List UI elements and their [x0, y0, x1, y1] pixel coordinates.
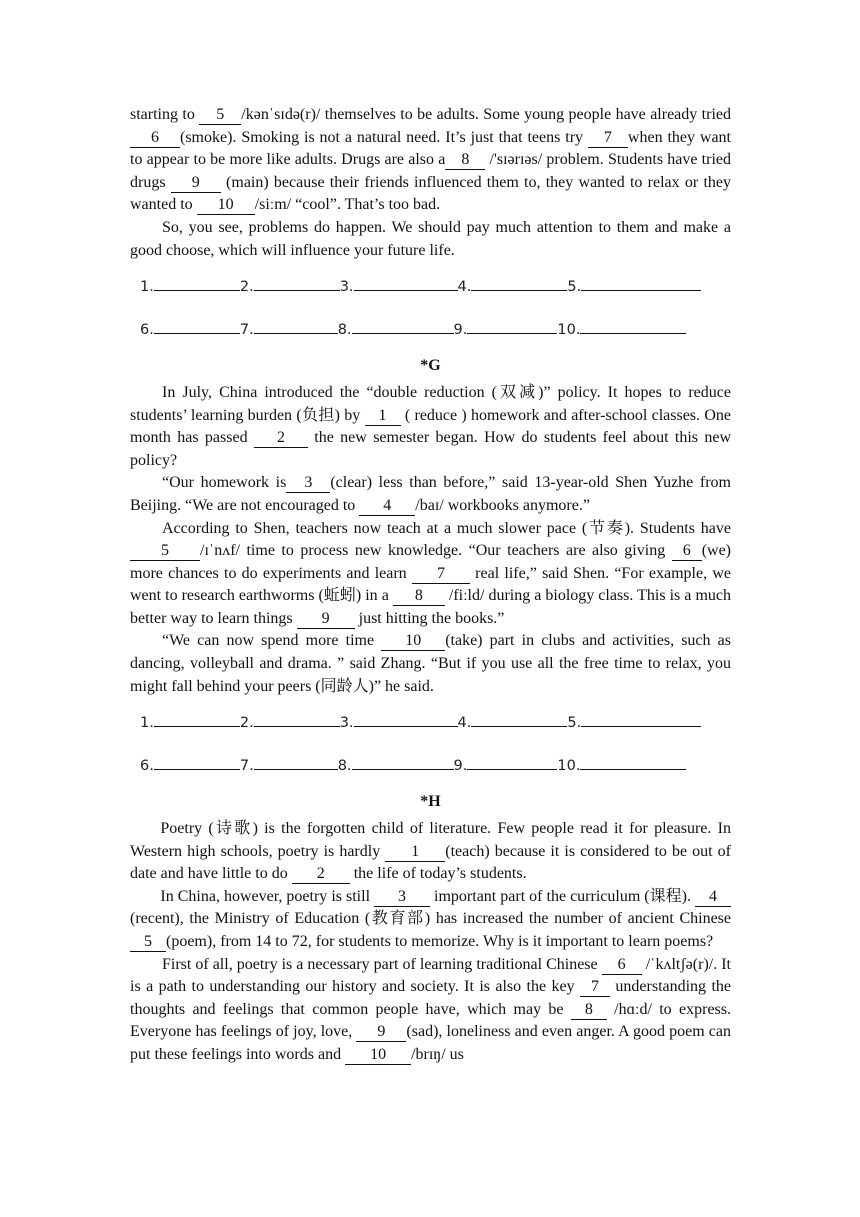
answer-label: 5. — [567, 279, 582, 296]
answer-line[interactable] — [581, 274, 701, 291]
answer-line[interactable] — [154, 710, 240, 727]
blank-g-10[interactable]: 10 — [381, 632, 445, 651]
blank-h-5[interactable]: 5 — [130, 933, 166, 952]
answer-line[interactable] — [254, 753, 338, 770]
answer-label: 1. — [140, 279, 154, 296]
blank-g-4[interactable]: 4 — [359, 497, 415, 516]
answer-line[interactable] — [467, 317, 557, 334]
answer-label: 2. — [239, 279, 254, 296]
answer-line[interactable] — [580, 317, 686, 334]
answer-row-1 — [140, 274, 731, 299]
blank-h-7[interactable]: 7 — [580, 978, 610, 997]
section-g-paragraph-2: “Our homework is 3 (clear) less than before,” said 13-year-old Shen Yuzhe from Beijing. “We are not encouraged to 4 /baɪ/ workbooks anymore.” — [130, 474, 731, 514]
answer-row-2 — [140, 317, 731, 342]
blank-h-2[interactable]: 2 — [292, 865, 350, 884]
answer-line[interactable] — [154, 317, 240, 334]
section-h-paragraph-2: In China, however, poetry is still 3 important part of the curriculum (课程). 4(recent), the Ministry of Education (教育部) has increased the number of ancient Chinese 5 (poem), from 14 to 72, for students to memorize. Why is it important to learn poems? — [130, 887, 731, 950]
section-h-title: *H — [420, 793, 441, 811]
section-g-title: *G — [420, 357, 441, 375]
answer-line[interactable] — [580, 753, 686, 770]
blank-f-7[interactable]: 7 — [588, 129, 628, 148]
blank-h-4[interactable]: 4 — [695, 888, 731, 907]
blank-h-6[interactable]: 6 — [602, 956, 642, 975]
section-g-paragraph-4: “We can now spend more time 10 (take) part in clubs and activities, such as dancing, volleyball and drama. ” said Zhang. “But if you use all the free time to relax, you might fall behind your peers (同龄人)” he said. — [130, 632, 731, 695]
blank-g-3[interactable]: 3 — [286, 474, 330, 493]
answer-line[interactable] — [352, 317, 454, 334]
answer-label: 3. — [339, 279, 354, 296]
answer-label: 7. — [239, 757, 254, 774]
blank-g-2[interactable]: 2 — [254, 429, 308, 448]
section-h-paragraph-3: First of all, poetry is a necessary part of learning traditional Chinese 6 /ˈkʌltʃə(r)/. It is a path to understanding our history and society. It is also the key 7 understanding the thoughts and feelings that common people have, which may be 8 /hɑːd/ to express. Everyone has feelings of joy, love, 9 (sad), loneliness and even anger. A good poem can put these feelings into words and 10 /brɪŋ/ us — [130, 955, 732, 1063]
answer-line[interactable] — [581, 710, 701, 727]
blank-h-8[interactable]: 8 — [571, 1001, 607, 1020]
blank-h-3[interactable]: 3 — [374, 888, 430, 907]
blank-g-1[interactable]: 1 — [365, 407, 401, 426]
answer-label: 4. — [457, 279, 472, 296]
answer-line[interactable] — [154, 753, 240, 770]
section-f-paragraph-2: So, you see, problems do happen. We should pay much attention to them and make a good choose, which will influence your future life. — [130, 218, 731, 259]
blank-g-6[interactable]: 6 — [672, 542, 702, 561]
answer-label: 5. — [567, 715, 582, 732]
answer-line[interactable] — [354, 274, 458, 291]
answer-line[interactable] — [154, 274, 240, 291]
answer-label: 10. — [557, 757, 581, 774]
section-h-paragraph-1: Poetry (诗歌) is the forgotten child of literature. Few people read it for pleasure. In Western high schools, poetry is hardly 1 (teach) because it is considered to be out of date and have little to do 2 the life of today’s students. — [130, 820, 731, 883]
blank-h-1[interactable]: 1 — [385, 843, 445, 862]
answer-line[interactable] — [471, 710, 567, 727]
answer-label: 4. — [457, 715, 472, 732]
blank-f-9[interactable]: 9 — [171, 174, 221, 193]
blank-g-8[interactable]: 8 — [393, 587, 445, 606]
answer-line[interactable] — [254, 274, 340, 291]
blank-f-6[interactable]: 6 — [130, 129, 180, 148]
blank-g-9[interactable]: 9 — [297, 610, 355, 629]
blank-g-7[interactable]: 7 — [412, 565, 470, 584]
answer-label: 9. — [453, 757, 468, 774]
blank-f-8[interactable]: 8 — [445, 151, 485, 170]
answer-label: 9. — [453, 321, 468, 338]
blank-h-9[interactable]: 9 — [356, 1023, 406, 1042]
answer-line[interactable] — [354, 710, 458, 727]
section-g-paragraph-3: According to Shen, teachers now teach at a much slower pace (节奏). Students have 5 /ɪˈnʌf/ time to process new knowledge. “Our teachers are also giving 6 (we) more chances to do experiments and learn 7 real life,” said Shen. “For example, we went to research earthworms (蚯蚓) in a 8 /fiːld/ during a biology class. This is a much better way to learn things 9 just hitting the books.” — [130, 519, 731, 627]
answer-label: 6. — [140, 321, 154, 338]
answer-row-3 — [140, 710, 731, 735]
answer-line[interactable] — [352, 753, 454, 770]
blank-g-5[interactable]: 5 — [130, 542, 200, 561]
section-f-paragraph-1: starting to 5 /kənˈsɪdə(r)/ themselves to be adults. Some young people have already tried 6 (smoke). Smoking is not a natural need. It’s just that teens try 7 when they want to appear to be more like adults. Drugs are also a 8 /'sɪərɪəs/ problem. Students have tried drugs 9 (main) because their friends influenced them to, they wanted to relax or they wanted to 10 /siːm/ “cool”. That’s too bad. — [130, 106, 732, 214]
answer-label: 8. — [337, 757, 352, 774]
answer-label: 6. — [140, 757, 154, 774]
answer-line[interactable] — [254, 710, 340, 727]
section-g-paragraph-1: In July, China introduced the “double reduction (双减)” policy. It hopes to reduce students’ learning burden (负担) by 1 ( reduce ) homework and after-school classes. One month has passed 2 the new semester began. How do students feel about this new policy? — [130, 383, 732, 469]
blank-h-10[interactable]: 10 — [345, 1046, 411, 1065]
answer-label: 8. — [337, 321, 352, 338]
blank-f-5[interactable]: 5 — [199, 106, 241, 125]
blank-f-10[interactable]: 10 — [197, 196, 255, 215]
answer-label: 7. — [239, 321, 254, 338]
answer-label: 10. — [557, 321, 581, 338]
answer-label: 1. — [140, 715, 154, 732]
answer-line[interactable] — [471, 274, 567, 291]
answer-row-4 — [140, 753, 731, 778]
answer-label: 2. — [239, 715, 254, 732]
answer-label: 3. — [339, 715, 354, 732]
answer-line[interactable] — [254, 317, 338, 334]
answer-line[interactable] — [467, 753, 557, 770]
